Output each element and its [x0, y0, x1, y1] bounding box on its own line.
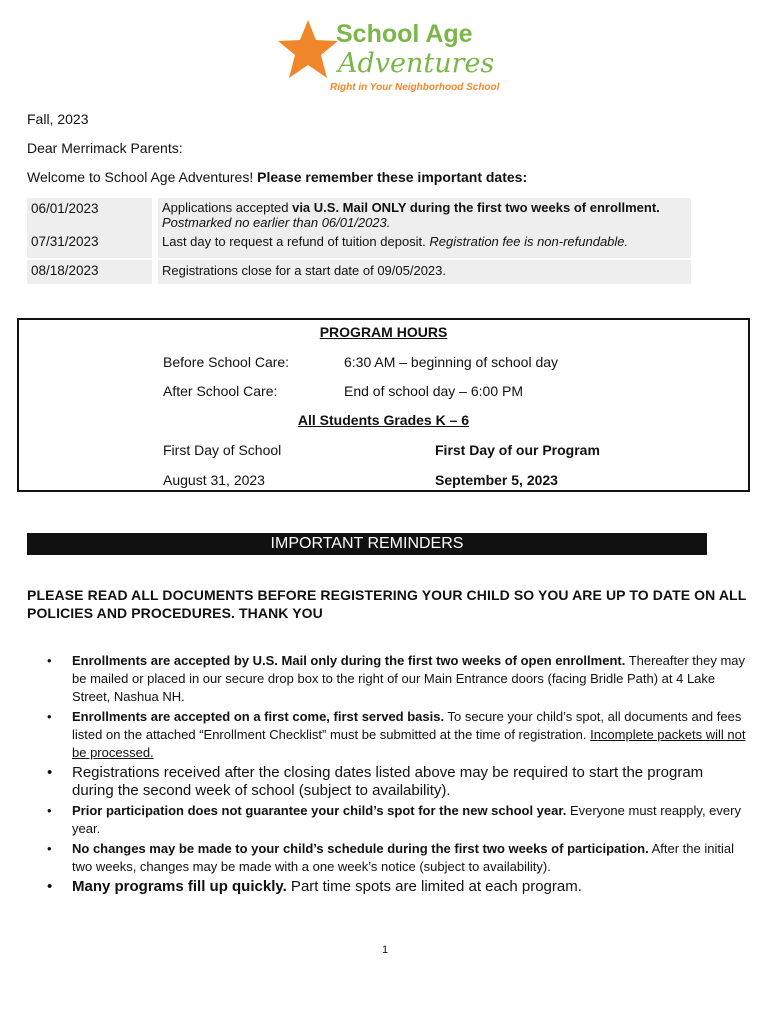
- date-row: [27, 260, 691, 284]
- after-care-value: End of school day – 6:00 PM: [344, 383, 523, 399]
- star-icon: [276, 18, 340, 80]
- date-description: Last day to request a refund of tuition deposit. Registration fee is non-refundable.: [158, 232, 691, 258]
- before-care-value: 6:30 AM – beginning of school day: [344, 354, 559, 370]
- program-hours-title: PROGRAM HOURS: [319, 324, 448, 340]
- list-item: • Registrations received after the closing dates listed above may be required to start the program during the second week of school (subject to availability).: [47, 764, 704, 799]
- after-care-label: After School Care:: [163, 383, 278, 399]
- before-care-label: Before School Care:: [163, 354, 290, 370]
- date-cell: 08/18/2023: [27, 260, 152, 284]
- reminders-list: [47, 652, 747, 898]
- first-day-school-label: First Day of School: [163, 442, 282, 458]
- date-row: [27, 232, 691, 258]
- read-documents-warning: PLEASE READ ALL DOCUMENTS BEFORE REGISTERING YOUR CHILD SO YOU ARE UP TO DATE ON ALL POLICIES AND PROCEDURES. THANK YOU: [27, 587, 747, 621]
- date-description: Registrations close for a start date of 09/05/2023.: [158, 260, 691, 284]
- logo: [276, 16, 506, 100]
- logo-subtitle: Adventures: [338, 48, 495, 79]
- list-item: • No changes may be made to your child’s schedule during the first two weeks of participation. After the initial two weeks, changes may be made with a one week’s notice (subject to availability).: [47, 841, 734, 874]
- list-item: • Prior participation does not guarantee your child’s spot for the new school year. Everyone must reapply, every year.: [47, 803, 741, 836]
- logo-tagline: Right in Your Neighborhood School: [330, 82, 500, 93]
- page-number: 1: [381, 944, 389, 956]
- welcome-text: Welcome to School Age Adventures!: [27, 169, 258, 185]
- date-cell: 07/31/2023: [27, 232, 152, 258]
- grades-heading: All Students Grades K – 6: [297, 412, 470, 428]
- date-row: [27, 198, 691, 232]
- season: Fall, 2023: [27, 111, 89, 127]
- first-day-school-date: August 31, 2023: [163, 472, 265, 488]
- date-cell: 06/01/2023: [27, 198, 152, 232]
- important-dates-table: [27, 198, 691, 284]
- first-day-program-date: September 5, 2023: [435, 472, 558, 488]
- first-day-program-label: First Day of our Program: [435, 442, 600, 458]
- list-item: • Enrollments are accepted by U.S. Mail only during the first two weeks of open enrollment. Thereafter they may be mailed or placed in our secure drop box to the right of our Main Entrance doors (facing Bridle Path) at 4 Lake Street, Nashua NH.: [47, 653, 746, 704]
- welcome-bold: Please remember these important dates:: [257, 169, 528, 185]
- date-description: Applications accepted via U.S. Mail ONLY during the first two weeks of enrollment. Postmarked no earlier than 06/01/2023.: [158, 198, 691, 232]
- logo-title: School Age: [336, 20, 473, 48]
- list-item: • Enrollments are accepted on a first come, first served basis. To secure your child’s spot, all documents and fees listed on the attached “Enrollment Checklist” must be submitted at the time of registration. Incomplete packets will not be processed.: [47, 709, 746, 760]
- reminders-banner: IMPORTANT REMINDERS: [27, 533, 707, 555]
- salutation: Dear Merrimack Parents:: [27, 140, 183, 156]
- list-item: • Many programs fill up quickly. Part time spots are limited at each program.: [47, 878, 582, 895]
- program-hours-box: [17, 318, 750, 492]
- welcome-line: [27, 169, 527, 185]
